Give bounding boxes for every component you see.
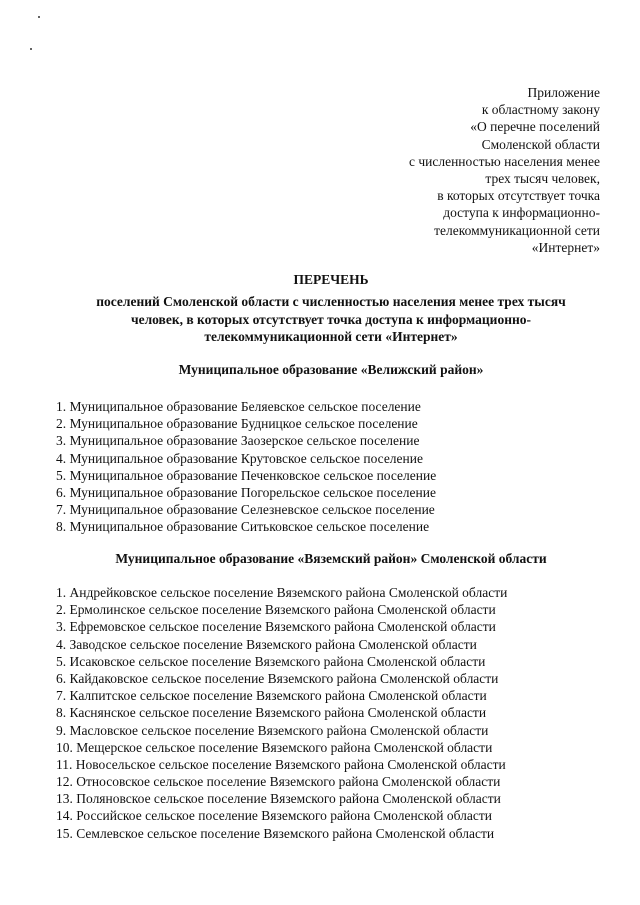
list-item: 6. Муниципальное образование Погорельское сельское поселение	[56, 484, 436, 500]
list-item: 13. Поляновское сельское поселение Вяземского района Смоленской области	[56, 791, 501, 807]
list-item: 8. Муниципальное образование Ситьковское сельское поселение	[56, 519, 430, 535]
list-item: 4. Муниципальное образование Крутовское сельское поселение	[56, 450, 423, 466]
subtitle-line: человек, в которых отсутствует точка доступа к информационно-	[130, 311, 532, 327]
settlement-list-vyazma	[56, 584, 507, 842]
subtitle-line: поселений Смоленской области с численностью населения менее трех тысяч	[96, 294, 566, 309]
settlement-list-velizh	[56, 398, 436, 536]
list-item: 9. Масловское сельское поселение Вяземского района Смоленской области	[56, 722, 489, 738]
appendix-line: в которых отсутствует точка	[437, 188, 600, 204]
list-item: 5. Исаковское сельское поселение Вяземского района Смоленской области	[56, 653, 486, 669]
scan-speck	[30, 48, 32, 50]
appendix-line: с численностью населения менее	[408, 153, 600, 169]
list-item: 12. Относовское сельское поселение Вяземского района Смоленской области	[56, 774, 501, 790]
list-item: 2. Муниципальное образование Будницкое сельское поселение	[56, 416, 418, 432]
section-heading-vyazma: Муниципальное образование «Вяземский район» Смоленской области	[115, 551, 547, 566]
document-subtitle	[40, 293, 622, 346]
appendix-line: Смоленской области	[481, 136, 600, 152]
list-item: 4. Заводское сельское поселение Вяземского района Смоленской области	[56, 636, 477, 652]
list-item: 3. Муниципальное образование Заозерское сельское поселение	[56, 433, 420, 449]
list-item: 7. Муниципальное образование Селезневское сельское поселение	[56, 502, 435, 518]
document-title: ПЕРЕЧЕНЬ	[293, 272, 369, 287]
appendix-line: Приложение	[527, 85, 600, 100]
list-item: 8. Каснянское сельское поселение Вяземского района Смоленской области	[56, 705, 487, 721]
subtitle-line: телекоммуникационной сети «Интернет»	[204, 329, 458, 344]
list-item: 5. Муниципальное образование Печенковское сельское поселение	[56, 467, 437, 483]
list-item: 7. Калпитское сельское поселение Вяземского района Смоленской области	[56, 688, 487, 704]
appendix-line: доступа к информационно-	[443, 205, 600, 221]
list-item: 6. Кайдаковское сельское поселение Вяземского района Смоленской области	[56, 670, 499, 686]
list-item: 11. Новосельское сельское поселение Вяземского района Смоленской области	[56, 756, 506, 772]
list-item: 2. Ермолинское сельское поселение Вяземского района Смоленской области	[56, 602, 496, 618]
list-item: 15. Семлевское сельское поселение Вяземского района Смоленской области	[56, 825, 495, 841]
appendix-line: «О перечне поселений	[470, 119, 600, 135]
list-item: 14. Российское сельское поселение Вяземского района Смоленской области	[56, 808, 493, 824]
appendix-line: трех тысяч человек,	[485, 171, 600, 187]
appendix-line: «Интернет»	[531, 239, 600, 255]
appendix-line: к областному закону	[481, 102, 600, 118]
list-item: 1. Муниципальное образование Беляевское сельское поселение	[56, 399, 421, 414]
list-item: 10. Мещерское сельское поселение Вяземского района Смоленской области	[56, 739, 493, 755]
appendix-line: телекоммуникационной сети	[434, 222, 600, 238]
section-heading-velizh: Муниципальное образование «Велижский район»	[178, 362, 484, 377]
appendix-note	[340, 84, 600, 256]
list-item: 1. Андрейковское сельское поселение Вяземского района Смоленской области	[56, 585, 508, 600]
list-item: 3. Ефремовское сельское поселение Вяземского района Смоленской области	[56, 619, 496, 635]
scan-speck	[38, 16, 40, 18]
